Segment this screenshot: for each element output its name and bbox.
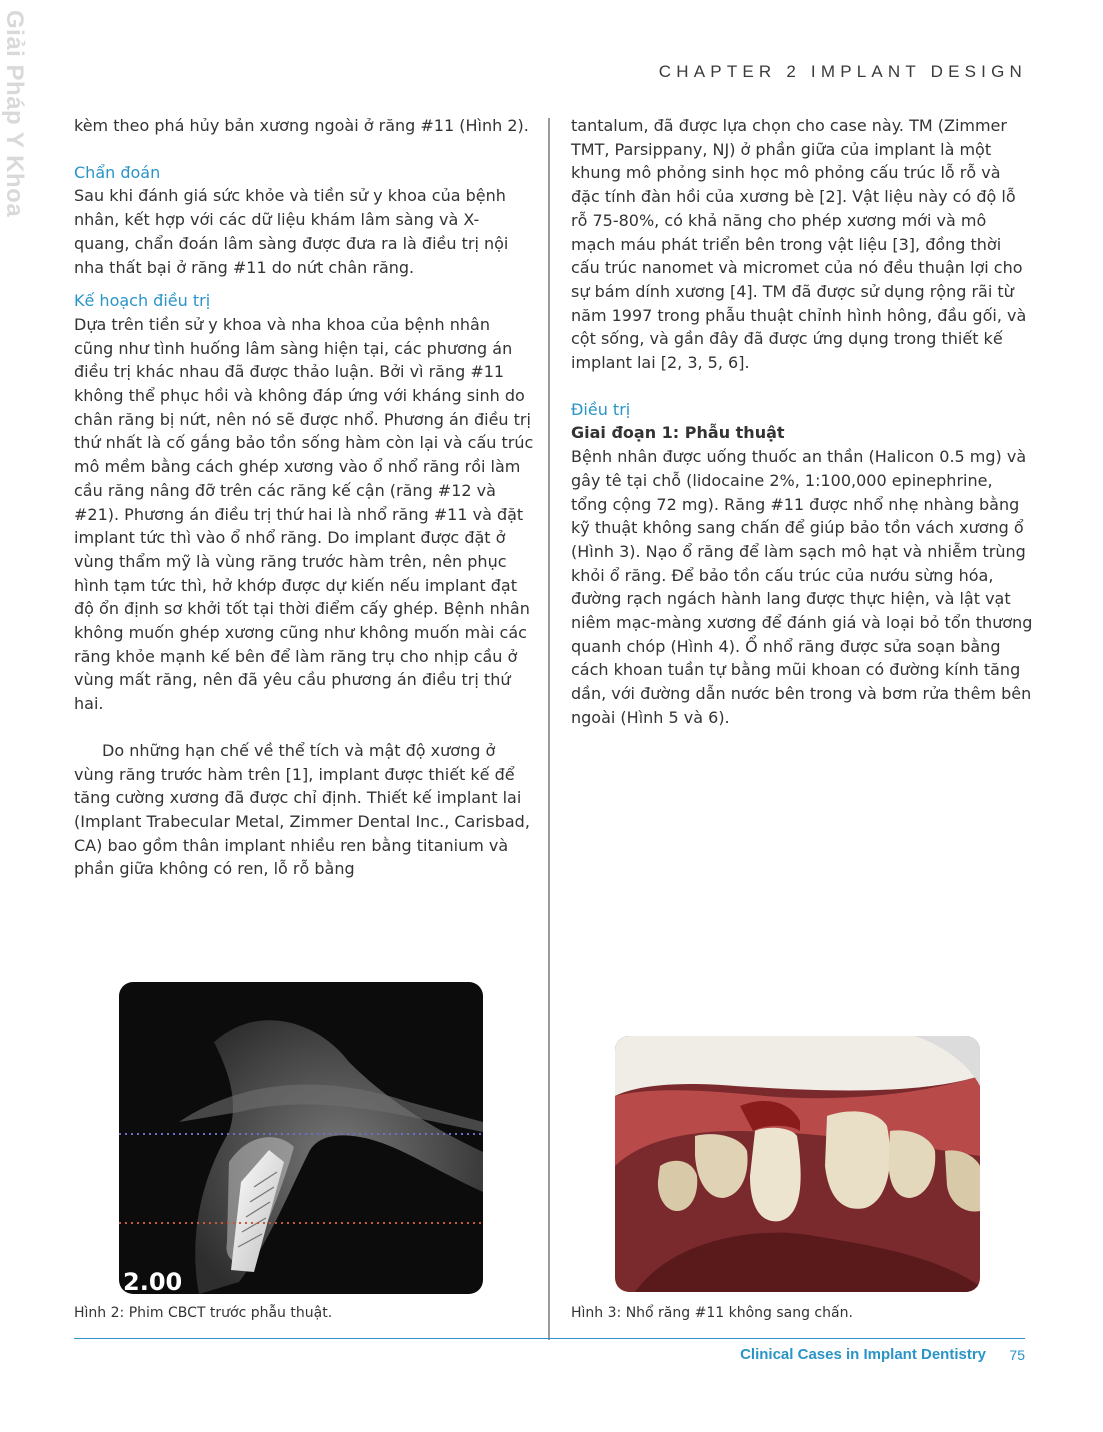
footer-book-title: Clinical Cases in Implant Dentistry [740, 1346, 986, 1363]
diagnosis-heading: Chẩn đoán [74, 162, 161, 182]
cbct-label: 2.00 [123, 1268, 183, 1294]
figure-3-caption: Hình 3: Nhổ răng #11 không sang chấn. [571, 1305, 853, 1321]
treatment-heading: Điều trị [571, 399, 631, 419]
design-paragraph: Do những hạn chế về thể tích và mật độ xương ở vùng răng trước hàm trên [1], implant được thiết kế để tăng cường xương đã được chỉ định. Thiết kế implant lai (Implant Trabecular Metal, Zimmer Dental Inc., Carisbad, CA) bao gồm thân implant nhiều ren bằng titanium và phần giữa không có ren, lỗ rỗ bằng [74, 740, 530, 879]
extraction-photo [615, 1036, 980, 1292]
cbct-image [119, 982, 483, 1294]
column-divider [548, 118, 550, 1340]
plan-heading: Kế hoạch điều trị [74, 291, 211, 311]
footer-rule [74, 1338, 1025, 1339]
stage-paragraph: Bệnh nhân được uống thuốc an thần (Halicon 0.5 mg) và gây tê tại chỗ (lidocaine 2%, 1:100,000 epinephrine, tổng cộng 72 mg). Răng #11 được nhổ nhẹ nhàng bằng kỹ thuật không sang chấn để giúp bảo tồn vách xương ổ (Hình 3). Nạo ổ răng để làm sạch mô hạt và nhiễm trùng khỏi ổ răng. Để bảo tồn cấu trúc của nướu sừng hóa, đường rạch ngách hành lang được thực hiện, và lật vạt niêm mạc-màng xương để đánh giá và loại bỏ tổn thương quanh chóp (Hình 4). Ổ nhổ răng được sửa soạn bằng cách khoan tuần tự bằng mũi khoan có đường kính tăng dần, với đường dẫn nước bên trong và bơm rửa thêm bên ngoài (Hình 5 và 6). [571, 447, 1033, 727]
left-column [74, 114, 534, 881]
cbct-scan-graphic [119, 982, 483, 1294]
intro-paragraph: kèm theo phá hủy bản xương ngoài ở răng #11 (Hình 2). [74, 116, 529, 135]
watermark-text: Giải Pháp Y Khoa [1, 10, 28, 218]
page-number: 75 [1009, 1347, 1025, 1363]
chapter-header: CHAPTER 2 IMPLANT DESIGN [658, 62, 1027, 81]
plan-paragraph: Dựa trên tiền sử y khoa và nha khoa của bệnh nhân cũng như tình huống lâm sàng hiện tại, các phương án điều trị khác nhau đã được thảo luận. Bởi vì răng #11 không thể phục hồi và không đáp ứng với kháng sinh do chân răng bị nứt, nên nó sẽ được nhổ. Phương án điều trị thứ nhất là cố gắng bảo tồn sống hàm còn lại và cấu trúc mô mềm bằng cách ghép xương vào ổ nhổ răng rồi làm cầu răng nâng đỡ trên các răng kế cận (răng #12 và #21). Phương án điều trị thứ hai là nhổ răng #11 và đặt implant tức thì vào ổ nhổ răng. Do implant được đặt ở vùng thẩm mỹ là vùng răng trước hàm trên, nên phục hình tạm tức thì, hở khớp được dự kiến nếu implant đạt độ ổn định sơ khởi tốt tại thời điểm cấy ghép. Bệnh nhân không muốn ghép xương cũng như không muốn mài các răng khỏe mạnh kế bên để làm răng trụ cho nhịp cầu ở vùng mất răng, nên đã yêu cầu phương án điều trị thứ hai. [74, 314, 534, 714]
extraction-photo-graphic [615, 1036, 980, 1292]
right-column [571, 114, 1033, 730]
stage-heading: Giai đoạn 1: Phẫu thuật [571, 423, 785, 443]
diagnosis-paragraph: Sau khi đánh giá sức khỏe và tiền sử y khoa của bệnh nhân, kết hợp với các dữ liệu khám lâm sàng và X-quang, chẩn đoán lâm sàng được đưa ra là điều trị nội nha thất bại ở răng #11 do nứt chân răng. [74, 186, 509, 277]
figure-2-caption: Hình 2: Phim CBCT trước phẫu thuật. [74, 1305, 333, 1321]
continued-paragraph: tantalum, đã được lựa chọn cho case này. TM (Zimmer TMT, Parsippany, NJ) ở phần giữa của implant là một khung mô phỏng sinh học mô phỏng cấu trúc lỗ rỗ và đặc tính đàn hồi của xương bè [2]. Vật liệu này có độ lỗ rỗ 75-80%, có khả năng cho phép xương mới và mô mạch máu phát triển bên trong vật liệu [3], đồng thời cấu trúc nanomet và micromet của nó đều thuận lợi cho sự bám dính xương [4]. TM đã được sử dụng rộng rãi từ năm 1997 trong phẫu thuật chỉnh hình hông, đầu gối, và cột sống, và gần đây đã được ứng dụng trong thiết kế implant lai [2, 3, 5, 6]. [571, 116, 1027, 373]
